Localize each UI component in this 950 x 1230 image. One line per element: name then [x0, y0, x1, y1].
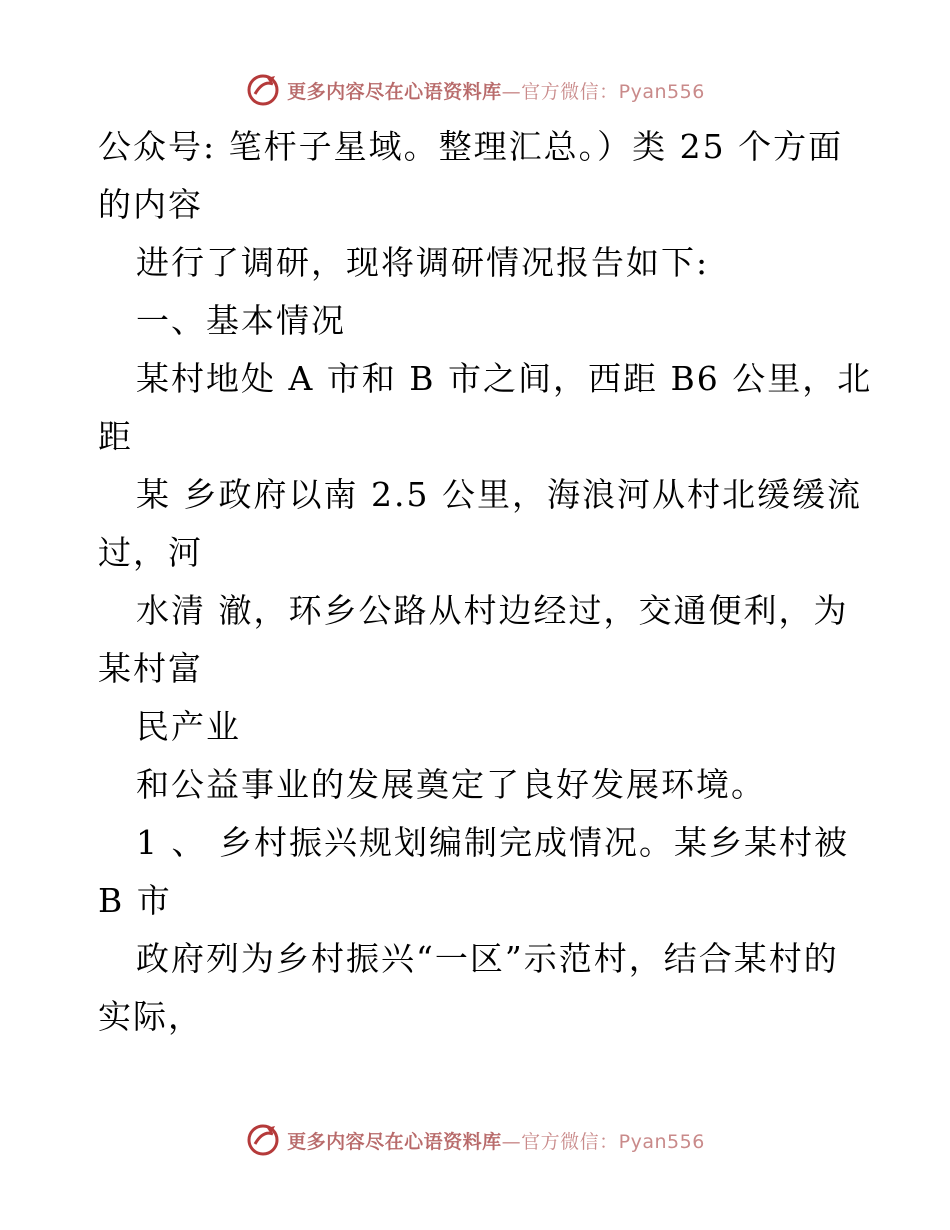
- body-line: 过，河: [98, 533, 203, 572]
- body-line: 公众号: 笔杆子星域。整理汇总。）类 25 个方面: [98, 127, 844, 166]
- body-line: 某村富: [98, 649, 203, 688]
- document-body: [98, 118, 873, 1046]
- header-brand-text: 更多内容尽在心语资料库: [287, 80, 502, 103]
- body-line: 进行了调研，现将调研情况报告如下:: [136, 243, 710, 282]
- body-line: 和公益事业的发展奠定了良好发展环境。: [136, 765, 766, 804]
- header-banner-text: [287, 77, 705, 104]
- brand-logo-icon: [245, 1122, 281, 1158]
- footer-banner-text: [287, 1127, 705, 1154]
- body-line: B 市: [98, 881, 172, 920]
- body-line: 某村地处 A 市和 B 市之间，西距 B6 公里，北: [136, 359, 873, 398]
- footer-banner: [0, 1120, 950, 1160]
- brand-logo-icon: [245, 72, 281, 108]
- footer-brand-text: 更多内容尽在心语资料库: [287, 1130, 502, 1153]
- body-line: 实际，: [98, 997, 203, 1036]
- body-line: 的内容: [98, 185, 203, 224]
- body-line: 政府列为乡村振兴“一区”示范村，结合某村的: [136, 939, 839, 978]
- footer-contact-text: —官方微信：Pyan556: [501, 1130, 705, 1153]
- body-line: 距: [98, 417, 133, 456]
- body-line: 水清 澈，环乡公路从村边经过，交通便利，为: [136, 591, 849, 630]
- header-banner: [0, 70, 950, 110]
- header-contact-text: —官方微信：Pyan556: [501, 80, 705, 103]
- section-heading: 一、基本情况: [136, 301, 346, 340]
- body-line: 1 、 乡村振兴规划编制完成情况。某乡某村被: [136, 823, 849, 862]
- body-line: 民产业: [136, 707, 241, 746]
- body-line: 某 乡政府以南 2.5 公里，海浪河从村北缓缓流: [136, 475, 862, 514]
